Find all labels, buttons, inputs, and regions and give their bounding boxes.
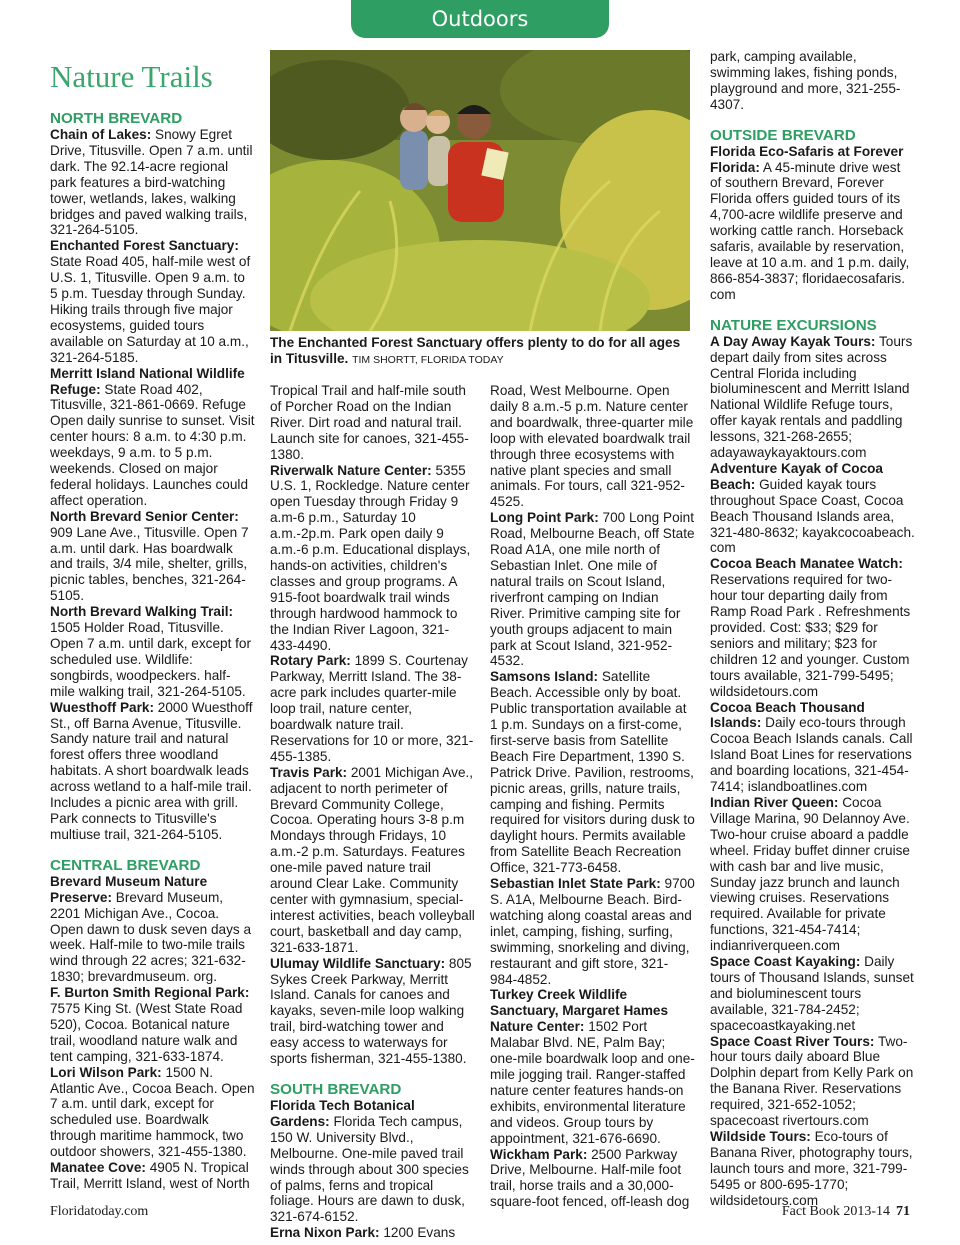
listing-name: Cocoa Beach Thousand Islands: — [710, 699, 865, 731]
section-heading: NORTH BREVARD — [50, 110, 183, 127]
listing-entry — [270, 463, 475, 654]
column-4 — [710, 49, 915, 1209]
listing-name: Ulumay Wildlife Sanctuary: — [270, 955, 446, 971]
listing-entry — [710, 461, 915, 556]
listing-name: Brevard Museum Nature Preserve: — [50, 873, 208, 905]
listing-name: Turkey Creek Wildlife Sanctuary, Margaret Hames Nature Center: — [490, 987, 669, 1035]
listing-name: Space Coast Kayaking: — [710, 954, 861, 970]
listing-name: Wildside Tours: — [710, 1129, 811, 1144]
listing-details: Satellite Beach. Accessible only by boat. Public transportation available at 1 p.m. Sundays on a first-come, first-serve basis from Satellite Beach Fire Department, 1390 S. Patrick Drive. Pavilion, restrooms, picnic areas, grills, nature trails, camping and fishing. Permits required for visitors during dusk to daylight hours. Permits available from Satellite Beach Recreation Office, 321-773-6458. — [490, 669, 695, 876]
listing-entry — [50, 238, 255, 365]
listing-continuation — [490, 383, 695, 510]
listing-details: 1500 N. Atlantic Ave., Cocoa Beach. Open 7 a.m. until dark, except for scheduled use. Boardwalk through maritime hammock, two outdoor showers, 321-455-1380. — [50, 1064, 255, 1160]
listing-details: A 45-minute drive west of southern Brevard, Forever Florida offers guided tours of its 4,700-acre wildlife preserve and working cattle ranch. Horseback safaris, available by reservation, leave at 10 a.m. and 1 p.m. daily, 866-854-3837; floridaecosafaris. com — [710, 159, 910, 302]
section-spacer — [710, 113, 915, 127]
listing-details: Guided kayak tours throughout Space Coast, Cocoa Beach Thousand Islands area, 321-480-8632; kayakcocoabeach. com — [710, 476, 915, 556]
listing-details: 1200 Evans — [383, 1225, 456, 1241]
listing-name: Cocoa Beach Manatee Watch: — [710, 556, 903, 572]
section-heading: OUTSIDE BREVARD — [710, 126, 856, 144]
listing-details: 700 Long Point Road, Melbourne Beach, off State Road A1A, one mile north of Sebastian Inlet. One mile of natural trails on Scout Island, riverfront camping on Indian River. Primitive camping site for youth groups adjacent to main park at Scout Island, 321-952-4532. — [490, 510, 695, 669]
listing-name: Space Coast River Tours: — [710, 1033, 875, 1049]
listing-entry — [710, 334, 915, 461]
listing-details: Two-hour tours daily aboard Blue Dolphin depart from Kelly Park on the Banana River. Reservations required, 321-652-1052; spacecoast rivertours.com — [710, 1033, 914, 1129]
listing-entry — [490, 987, 695, 1146]
listing-details: Daily tours of Thousand Islands, sunset and bioluminescent tours available, 321-784-2452; spacecoastkayaking.net — [710, 954, 914, 1033]
listing-name: F. Burton Smith Regional Park: — [50, 985, 250, 1001]
listing-entry — [270, 1098, 475, 1225]
listing-entry — [50, 1065, 255, 1160]
listing-details: Eco-tours of Banana River, photography tours, launch tours and more, 321-799-5495 or 800-695-1770; wildsidetours.com — [710, 1129, 913, 1208]
listing-details: 805 Sykes Creek Parkway, Merritt Island. Canals for canoes and kayaks, seven-mile loop walking trail, bird-watching tower and easy access to waterways for sports fisherman, 321-455-1380. — [270, 955, 472, 1067]
photo-children-in-garden — [270, 50, 690, 331]
listing-name: Wickham Park: — [490, 1146, 588, 1162]
listing-entry — [490, 669, 695, 876]
listing-details: 9700 S. A1A, Melbourne Beach. Bird-watching along coastal areas and inlet, camping, fishing, surfing, swimming, snorkeling and diving, restaurant and gift store, 321-984-4852. — [490, 876, 695, 987]
column-2 — [270, 383, 475, 1241]
listing-entry — [270, 765, 475, 956]
listing-details: 909 Lane Ave., Titusville. Open 7 a.m. until dark. Has boardwalk and trails, 3/4 mile, shelter, grills, picnic tables, benches, 321-264-5105. — [50, 524, 249, 604]
section-heading: CENTRAL BREVARD — [50, 856, 201, 874]
listing-details: State Road 402, Titusville, 321-861-0669. Refuge Open daily sunrise to sunset. Visit center hours: 8 a.m. to 4:30 p.m. weekdays, 9 a.m. to 5 p.m. weekends. Closed on major federal holidays. Launches could affect operation. — [50, 381, 255, 508]
listing-name: North Brevard Senior Center: — [50, 508, 239, 524]
listing-name: Travis Park: — [270, 764, 348, 780]
listing-entry — [710, 1034, 915, 1129]
listing-entry — [710, 1129, 915, 1209]
listing-details: park, camping available, swimming lakes, fishing ponds, playground and more, 321-255-4307. — [710, 49, 901, 112]
page-number: 71 — [896, 1204, 910, 1219]
listing-details: State Road 405, half-mile west of U.S. 1, Titusville. Open 9 a.m. to 5 p.m. Tuesday through Sunday. Hiking trails through five major ecosystems, guided tours available on Saturday at 10 a.m., 321-264-5185. — [50, 254, 251, 365]
listing-name: Long Point Park: — [490, 510, 599, 526]
listing-details: 1505 Holder Road, Titusville. Open 7 a.m. until dark, except for scheduled use. Wildlife: songbirds, woodpeckers. half-mile walking trail, 321-264-5105. — [50, 620, 251, 699]
listing-entry — [270, 1225, 475, 1241]
listing-name: Erna Nixon Park: — [270, 1225, 380, 1241]
listing-name: Rotary Park: — [270, 653, 351, 669]
listing-details: Tours depart daily from sites across Central Florida including bioluminescent and Merritt Island National Wildlife Refuge tours, offer kayak rentals and paddling lessons, 321-268-2655; adayawaykayaktours.com — [710, 333, 913, 461]
listing-details: 1502 Port Malabar Blvd. NE, Palm Bay; one-mile boardwalk loop and one-mile jogging trail. Ranger-staffed nature center features hands-on exhibits, environmental literature and videos. Group tours by appointment, 321-676-6690. — [490, 1019, 695, 1146]
listing-details: 2000 Wuesthoff St., off Barna Avenue, Titusville. Sandy nature trail and natural forest offers three woodland habitats. A short boardwalk leads across wetland to a half-mile trail. Includes a picnic area with grill. Park connects to Titusville's multiuse trail, 321-264-5105. — [50, 699, 253, 842]
section-heading: NATURE EXCURSIONS — [710, 316, 877, 334]
listing-entry — [270, 653, 475, 764]
listing-name: Florida Tech Botanical Gardens: — [270, 1097, 415, 1129]
listing-entry — [710, 144, 915, 303]
listing-name: Riverwalk Nature Center: — [270, 462, 432, 478]
listing-name: Adventure Kayak of Cocoa Beach: — [710, 460, 883, 492]
listing-name: A Day Away Kayak Tours: — [710, 333, 876, 349]
listing-details: Snowy Egret Drive, Titusville. Open 7 a.m. until dark. The 92.14-acre regional park features a bird-watching tower, wetlands, lakes, walking bridges and paved walking trails, 321-264-5105. — [50, 127, 253, 238]
listing-entry — [50, 127, 255, 238]
footer-publication: Fact Book 2013-14 — [781, 1204, 890, 1219]
listing-entry — [50, 604, 255, 699]
listing-details: Florida Tech campus, 150 W. University Blvd., Melbourne. One-mile paved trail winds through about 300 species of palms, ferns and tropical foliage. Hours are dawn to dusk, 321-674-6152. — [270, 1113, 469, 1225]
section-tab: Outdoors — [351, 0, 609, 38]
listing-name: Sebastian Inlet State Park: — [490, 876, 661, 892]
listing-entry — [490, 510, 695, 669]
column-1 — [50, 110, 255, 1192]
section-heading: SOUTH BREVARD — [270, 1080, 402, 1098]
listing-name: Chain of Lakes: — [50, 127, 152, 142]
column-3 — [490, 383, 695, 1210]
footer-folio — [782, 1204, 910, 1220]
listing-entry — [50, 366, 255, 509]
listing-continuation — [710, 49, 915, 113]
listing-details: 5355 U.S. 1, Rockledge. Nature center open Tuesday through Friday 9 a.m-6 p.m., Saturday 10 a.m.-2p.m. Park open daily 9 a.m.-6 p.m. Educational displays, hands-on activities, children's classes and group programs. A 915-foot boardwalk trail winds through hardwood hammock to the Indian River Lagoon, 321-433-4490. — [270, 462, 471, 653]
listing-entry — [710, 556, 915, 699]
listing-entry — [50, 985, 255, 1065]
garden-photo-illustration — [270, 50, 690, 331]
listing-entry — [270, 956, 475, 1067]
listing-name: Enchanted Forest Sanctuary: — [50, 238, 239, 254]
listing-entry — [50, 700, 255, 843]
listing-details: 7575 King St. (West State Road 520), Cocoa. Botanical nature trail, woodland nature walk and tent camping, 321-633-1874. — [50, 1001, 243, 1064]
listing-continuation — [270, 383, 475, 463]
listing-entry — [50, 509, 255, 604]
listing-name: Manatee Cove: — [50, 1160, 146, 1176]
photo-caption — [270, 335, 695, 369]
section-spacer — [710, 303, 915, 317]
listing-entry — [710, 954, 915, 1034]
photo-credit: TIM SHORTT, FLORIDA TODAY — [352, 353, 504, 366]
caption-text: The Enchanted Forest Sanctuary offers plenty to do for all ages in Titusville. — [270, 335, 681, 366]
footer-website: Floridatoday.com — [50, 1204, 149, 1219]
listing-details: Cocoa Village Marina, 90 Delannoy Ave. Two-hour cruise aboard a paddle wheel. Friday buffet dinner cruise with cash bar and live music, Sunday jazz brunch and launch viewing cruises. Reservations required. Available for private functions, 321-454-7414; indianriverqueen.com — [710, 794, 910, 954]
listing-name: Merritt Island National Wildlife Refuge: — [50, 365, 245, 397]
listing-details: 4905 N. Tropical Trail, Merritt Island, west of North — [50, 1160, 250, 1191]
listing-entry — [50, 874, 255, 985]
section-spacer — [50, 843, 255, 857]
listing-name: Samsons Island: — [490, 669, 599, 685]
listing-details: Daily eco-tours through Cocoa Beach Islands canals. Call Island Boat Lines for reservations and boarding locations, 321-454-7414; islandboatlines.com — [710, 715, 913, 795]
listing-details: Reservations required for two-hour tour departing daily from Ramp Road Park . Refreshments provided. Cost: $33; $29 for seniors and military; $23 for children 12 and younger. Custom tours available, 321-799-5495; wildsidetours.com — [710, 572, 911, 699]
listing-name: North Brevard Walking Trail: — [50, 604, 234, 620]
listing-details: Road, West Melbourne. Open daily 8 a.m.-5 p.m. Nature center and boardwalk, three-quarter mile loop with elevated boardwalk trail through three ecosystems with native plant species and small animals. For tours, call 321-952-4525. — [490, 383, 694, 510]
section-spacer — [270, 1067, 475, 1081]
listing-entry — [710, 700, 915, 795]
listing-details: Tropical Trail and half-mile south of Porcher Road on the Indian River. Dirt road and natural trail. Launch site for canoes, 321-455-1380. — [270, 383, 469, 462]
listing-entry — [490, 876, 695, 987]
listing-entry — [50, 1160, 255, 1192]
listing-name: Wuesthoff Park: — [50, 699, 154, 715]
page-title: Nature Trails — [50, 59, 213, 94]
listing-details: 2500 Parkway Drive, Melbourne. Half-mile foot trail, horse trails and a 30,000-square-foot fenced, off-leash dog — [490, 1146, 690, 1210]
listing-details: 2001 Michigan Ave., adjacent to north perimeter of Brevard Community College, Cocoa. Operating hours 3-8 p.m Mondays through Fridays, 10 a.m.-2 p.m. Saturdays. Features one-mile paved nature trail around Clear Lake. Community center with gymnasium, special-interest activities, beach volleyball court, basketball and day camp, 321-633-1871. — [270, 764, 475, 955]
listing-name: Lori Wilson Park: — [50, 1064, 162, 1080]
listing-name: Indian River Queen: — [710, 794, 839, 810]
listing-details: Brevard Museum, 2201 Michigan Ave., Cocoa. Open dawn to dusk seven days a week. Half-mile to two-mile trails wind through 22 acres; 321-632-1830; brevardmuseum. org. — [50, 889, 252, 985]
listing-entry — [710, 795, 915, 954]
listing-name: Florida Eco-Safaris at Forever Florida: — [710, 143, 904, 175]
listing-details: 1899 S. Courtenay Parkway, Merritt Island. The 38-acre park includes quarter-mile loop trail, nature center, boardwalk nature trail. Reservations for 10 or more, 321-455-1385. — [270, 653, 474, 764]
listing-entry — [490, 1147, 695, 1211]
